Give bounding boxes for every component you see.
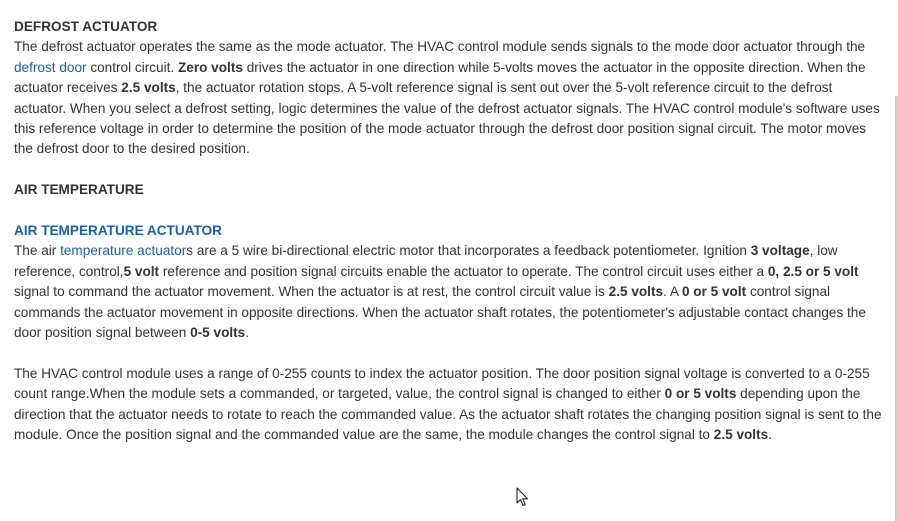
text-run: .: [245, 325, 250, 341]
spacer: [14, 160, 882, 180]
text-run: drives the actuator in one direction while 5-volts moves the actuator in the opposite direction. When the actuator receives: [14, 59, 866, 96]
text-run: control circuit.: [86, 59, 178, 75]
bold-term: 0, 2.5 or 5 volt: [767, 263, 859, 279]
article-body: [14, 17, 882, 445]
text-run: The HVAC control module uses a range of 0-255 counts to index the actuator position. The door position signal voltage is converted to a 0-255 count range.When the module sets a commanded, or targeted, value, the control signal is changed to either: [14, 365, 870, 402]
text-run: , the actuator rotation stops. A 5-volt reference signal is sent out over the 5-volt reference circuit to the defrost actuator. When you select a defrost setting, logic determines the value of the defrost actuator signals. The HVAC control module's software uses this reference voltage in order to determine the position of the mode actuator through the defrost door position signal circuit. The motor moves the defrost door to the desired position.: [14, 80, 880, 157]
bold-term: 2.5 volts: [713, 427, 769, 443]
bold-term: 0-5 volts: [190, 325, 246, 341]
defrost-actuator-heading: DEFROST ACTUATOR: [14, 19, 158, 34]
bold-term: 0 or 5 volt: [681, 284, 747, 300]
text-run: . A: [663, 284, 682, 300]
air-temperature-heading: AIR TEMPERATURE: [14, 182, 144, 198]
mouse-pointer-icon: [516, 487, 530, 507]
air-temperature-actuator-paragraph-1: [14, 241, 882, 343]
defrost-actuator-paragraph: [14, 37, 882, 159]
air-temperature-actuator-paragraph-2: [14, 364, 882, 446]
text-run: s are a 5 wire bi-directional electric motor that incorporates a feedback potentiometer. Ignition: [186, 243, 751, 259]
text-run: , low reference, control,: [14, 243, 838, 279]
bold-term: Zero volts: [177, 59, 243, 75]
defrost-door-link[interactable]: defrost door: [14, 59, 87, 75]
text-run: The air: [14, 243, 61, 259]
text-run: control signal commands the actuator movement in opposite directions. When the actuator shaft rotates, the potentiometer's adjustable contact changes the door position signal between: [14, 284, 866, 341]
text-run: depending upon the direction that the actuator needs to rotate to reach the commanded value. As the actuator shaft rotates the changing position signal is sent to the module. Once the position signal and the commanded value are the same, the module changes the control signal to: [14, 386, 882, 443]
text-run: The defrost actuator operates the same as the mode actuator. The HVAC control module sends signals to the mode door actuator through the: [14, 39, 866, 55]
spacer: [14, 343, 882, 363]
bold-term: 0 or 5 volts: [664, 386, 737, 402]
text-run: .: [768, 427, 772, 443]
bold-term: 3 voltage: [750, 243, 810, 259]
spacer: [14, 201, 882, 221]
bold-term: 2.5 volts: [608, 284, 664, 300]
bold-term: 5 volt: [123, 263, 160, 279]
text-run: signal to command the actuator movement. When the actuator is at rest, the control circuit value is: [14, 284, 609, 300]
temperature-actuator-link[interactable]: temperature actuator: [60, 243, 187, 259]
text-run: reference and position signal circuits enable the actuator to operate. The control circuit uses either a: [159, 263, 768, 279]
air-temperature-actuator-heading: AIR TEMPERATURE ACTUATOR: [14, 223, 222, 239]
bold-term: 2.5 volts: [121, 80, 176, 96]
